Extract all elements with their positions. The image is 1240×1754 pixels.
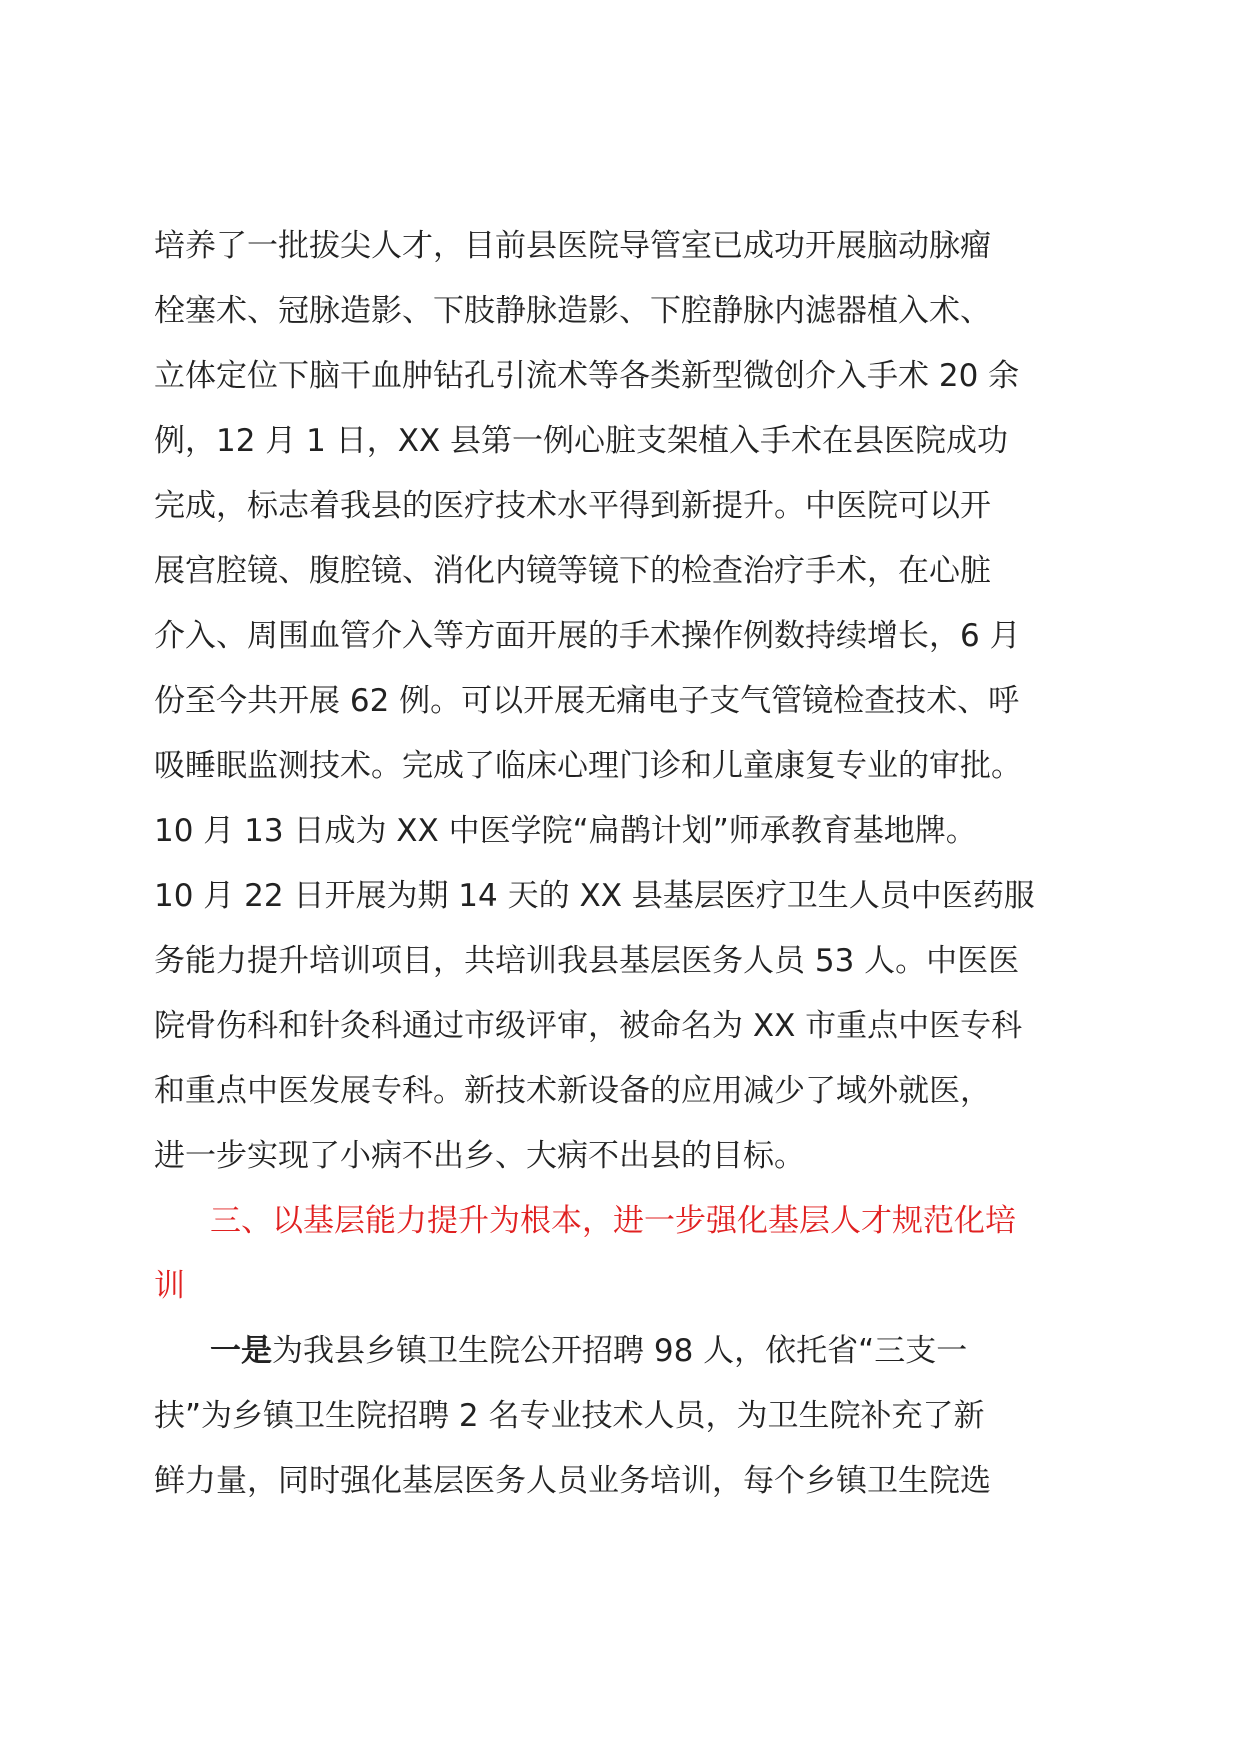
paragraph-2 [154,1319,1088,1514]
paragraph-1-line: 进一步实现了小病不出乡、大病不出县的目标。 [154,1138,805,1174]
paragraph-1-line: 10 月 22 日开展为期 14 天的 XX 县基层医疗卫生人员中医药服 [154,878,1035,914]
paragraph-1-line: 展宫腔镜、腹腔镜、消化内镜等镜下的检查治疗手术，在心脏 [154,553,991,589]
paragraph-1-line: 例，12 月 1 日，XX 县第一例心脏支架植入手术在县医院成功 [154,423,1009,459]
paragraph-1-line: 立体定位下脑干血肿钻孔引流术等各类新型微创介入手术 20 余 [154,358,1020,394]
paragraph-1-line: 介入、周围血管介入等方面开展的手术操作例数持续增长，6 月 [154,618,1021,654]
paragraph-1-line: 栓塞术、冠脉造影、下肢静脉造影、下腔静脉内滤器植入术、 [154,293,991,329]
paragraph-2-first-line-text: 为我县乡镇卫生院公开招聘 98 人，依托省“三支一 [272,1333,968,1369]
section-heading-line: 训 [154,1268,185,1304]
paragraph-1-line: 吸睡眠监测技术。完成了临床心理门诊和儿童康复专业的审批。 [154,748,1022,784]
section-heading-line: 三、以基层能力提升为根本，进一步强化基层人才规范化培 [210,1203,1016,1239]
paragraph-1-line: 完成，标志着我县的医疗技术水平得到新提升。中医院可以开 [154,488,991,524]
paragraph-1-line: 培养了一批拔尖人才，目前县医院导管室已成功开展脑动脉瘤 [154,228,991,264]
document-body [154,214,1088,1514]
paragraph-2-line: 鲜力量，同时强化基层医务人员业务培训，每个乡镇卫生院选 [154,1463,991,1499]
paragraph-1-line: 院骨伤科和针灸科通过市级评审，被命名为 XX 市重点中医专科 [154,1008,1023,1044]
paragraph-2-first-line [154,1319,1088,1384]
paragraph-1 [154,214,1088,1189]
section-heading [154,1189,1088,1319]
paragraph-1-line: 份至今共开展 62 例。可以开展无痛电子支气管镜检查技术、呼 [154,683,1020,719]
paragraph-2-line: 扶”为乡镇卫生院招聘 2 名专业技术人员，为卫生院补充了新 [154,1398,985,1434]
paragraph-1-line: 务能力提升培训项目，共培训我县基层医务人员 53 人。中医医 [154,943,1020,979]
paragraph-1-line: 和重点中医发展专科。新技术新设备的应用减少了域外就医， [154,1073,991,1109]
bold-lead-text: 一是 [210,1333,272,1369]
paragraph-1-line: 10 月 13 日成为 XX 中医学院“扁鹊计划”师承教育基地牌。 [154,813,977,849]
